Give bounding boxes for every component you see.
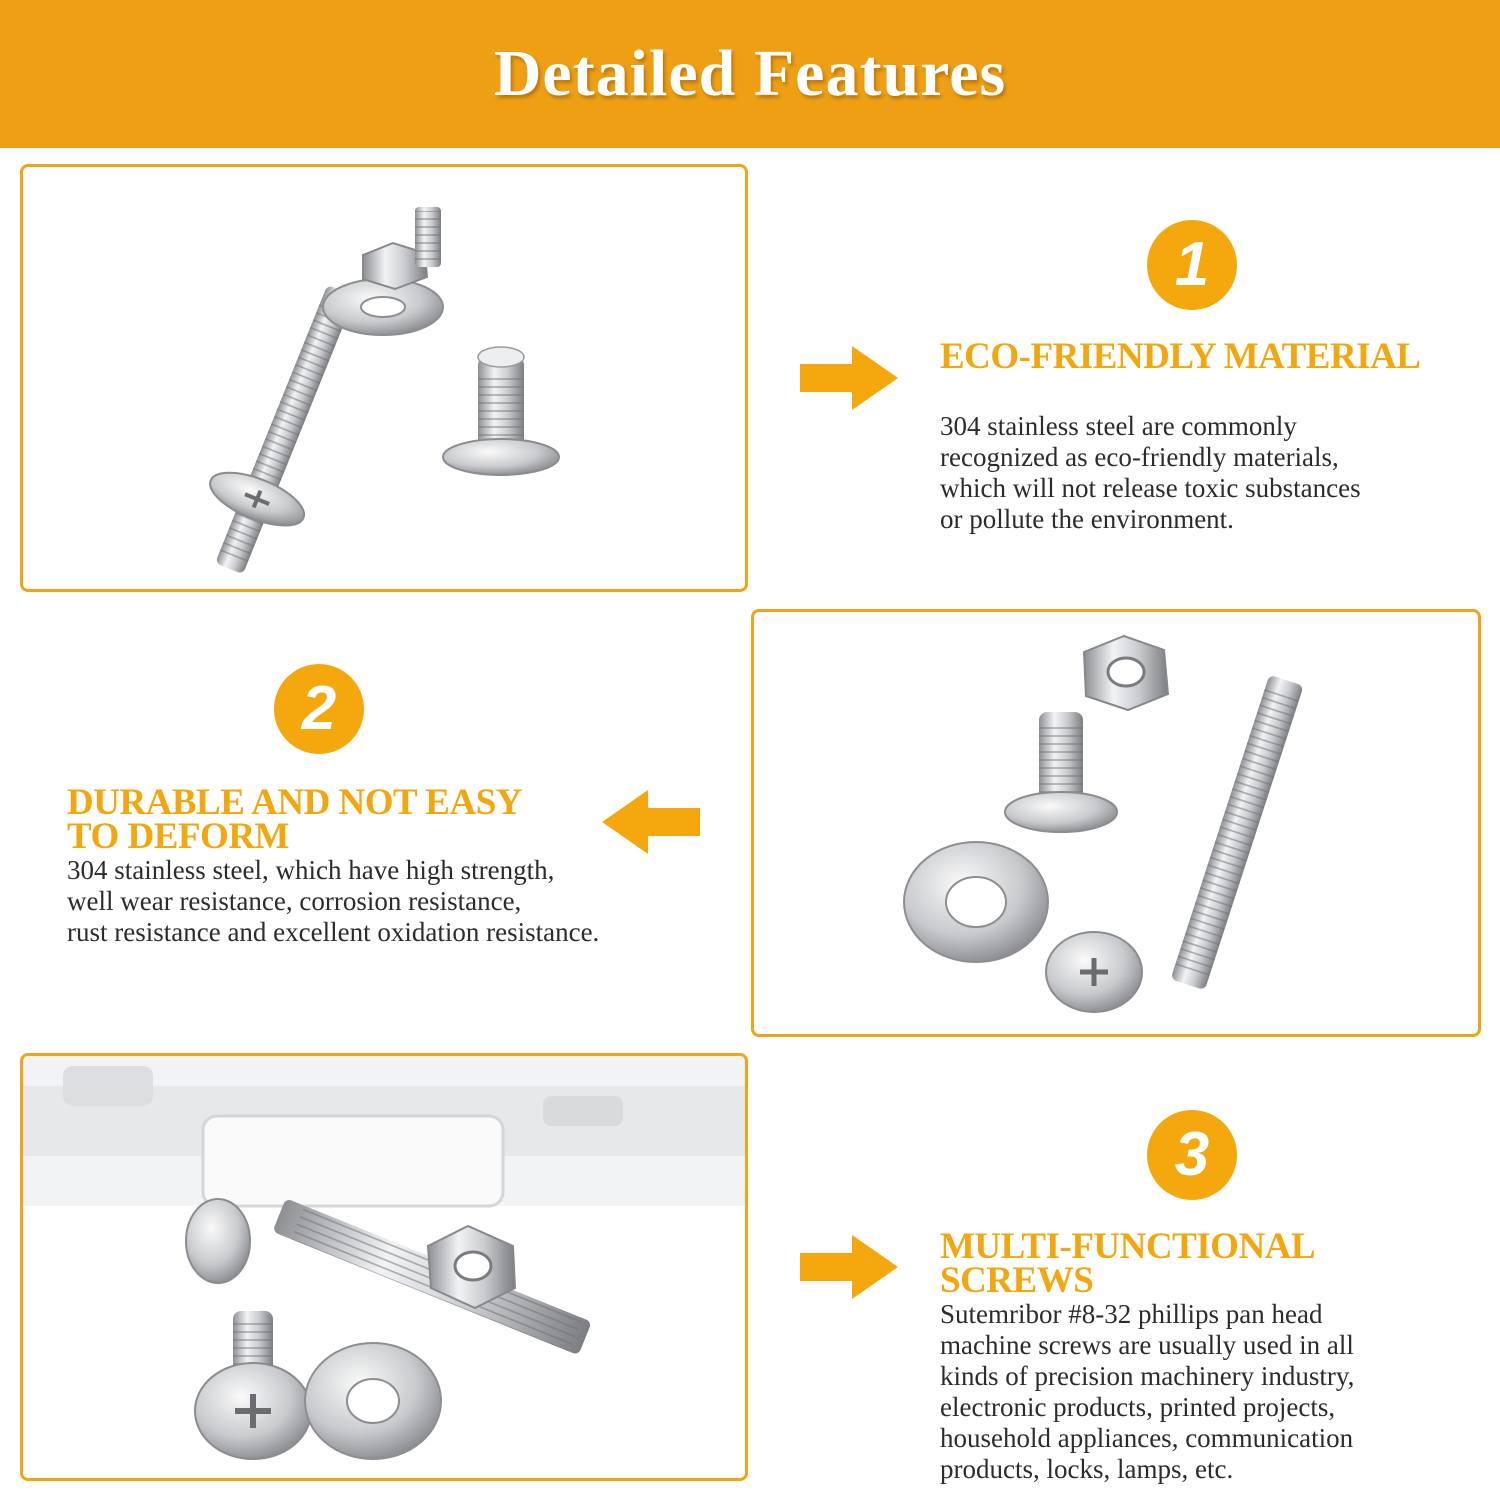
feature-3-heading-line-1: MULTI-FUNCTIONAL: [940, 1226, 1316, 1267]
arrow-left-icon: [600, 790, 700, 854]
feature-1-description: [940, 411, 1361, 535]
feature-3-line-3: kinds of precision machinery industry,: [940, 1361, 1355, 1391]
feature-1-line-3: which will not release toxic substances: [940, 473, 1361, 503]
feature-1-line-2: recognized as eco-friendly materials,: [940, 442, 1339, 472]
screw-box-illustration: [23, 1056, 748, 1481]
arrow-right-icon: [800, 1235, 900, 1299]
title-banner: [0, 0, 1500, 148]
feature-3-number-badge: [1147, 1110, 1237, 1200]
feature-2-line-3: rust resistance and excellent oxidation resistance.: [67, 917, 600, 947]
feature-1-number-badge: [1147, 220, 1237, 310]
feature-1-line-1: 304 stainless steel are commonly: [940, 411, 1297, 441]
feature-3-heading-line-2: SCREWS: [940, 1260, 1094, 1301]
feature-1-heading: ECO-FRIENDLY MATERIAL: [940, 336, 1421, 377]
feature-1-line-4: or pollute the environment.: [940, 504, 1234, 534]
feature-3-line-5: household appliances, communication: [940, 1423, 1354, 1453]
feature-2-heading-line-1: DURABLE AND NOT EASY: [67, 782, 522, 823]
screw-nut-washer-illustration: [23, 167, 748, 592]
product-photo-panel-3: [20, 1053, 748, 1481]
feature-3-number: 3: [1174, 1120, 1210, 1189]
feature-2-number-badge: [274, 664, 364, 754]
product-photo-panel-2: [751, 609, 1481, 1037]
feature-2-line-2: well wear resistance, corrosion resistance,: [67, 886, 522, 916]
feature-3-heading: [940, 1226, 1316, 1301]
feature-3-line-6: products, locks, lamps, etc.: [940, 1454, 1234, 1484]
feature-2-number: 2: [301, 674, 337, 743]
screw-nut-washer-illustration: [754, 612, 1481, 1037]
page-title: Detailed Features: [493, 37, 1007, 110]
feature-3-line-1: Sutemribor #8-32 phillips pan head: [940, 1299, 1323, 1329]
feature-2-heading-line-2: TO DEFORM: [67, 816, 289, 857]
product-photo-panel-1: [20, 164, 748, 592]
feature-2-line-1: 304 stainless steel, which have high strength,: [67, 855, 555, 885]
arrow-right-icon: [800, 346, 900, 410]
feature-3-line-4: electronic products, printed projects,: [940, 1392, 1336, 1422]
feature-3-line-2: machine screws are usually used in all: [940, 1330, 1354, 1360]
feature-3-description: [940, 1299, 1354, 1485]
feature-2-heading: [67, 782, 522, 857]
feature-2-description: [67, 855, 599, 948]
feature-1-number: 1: [1174, 230, 1210, 299]
